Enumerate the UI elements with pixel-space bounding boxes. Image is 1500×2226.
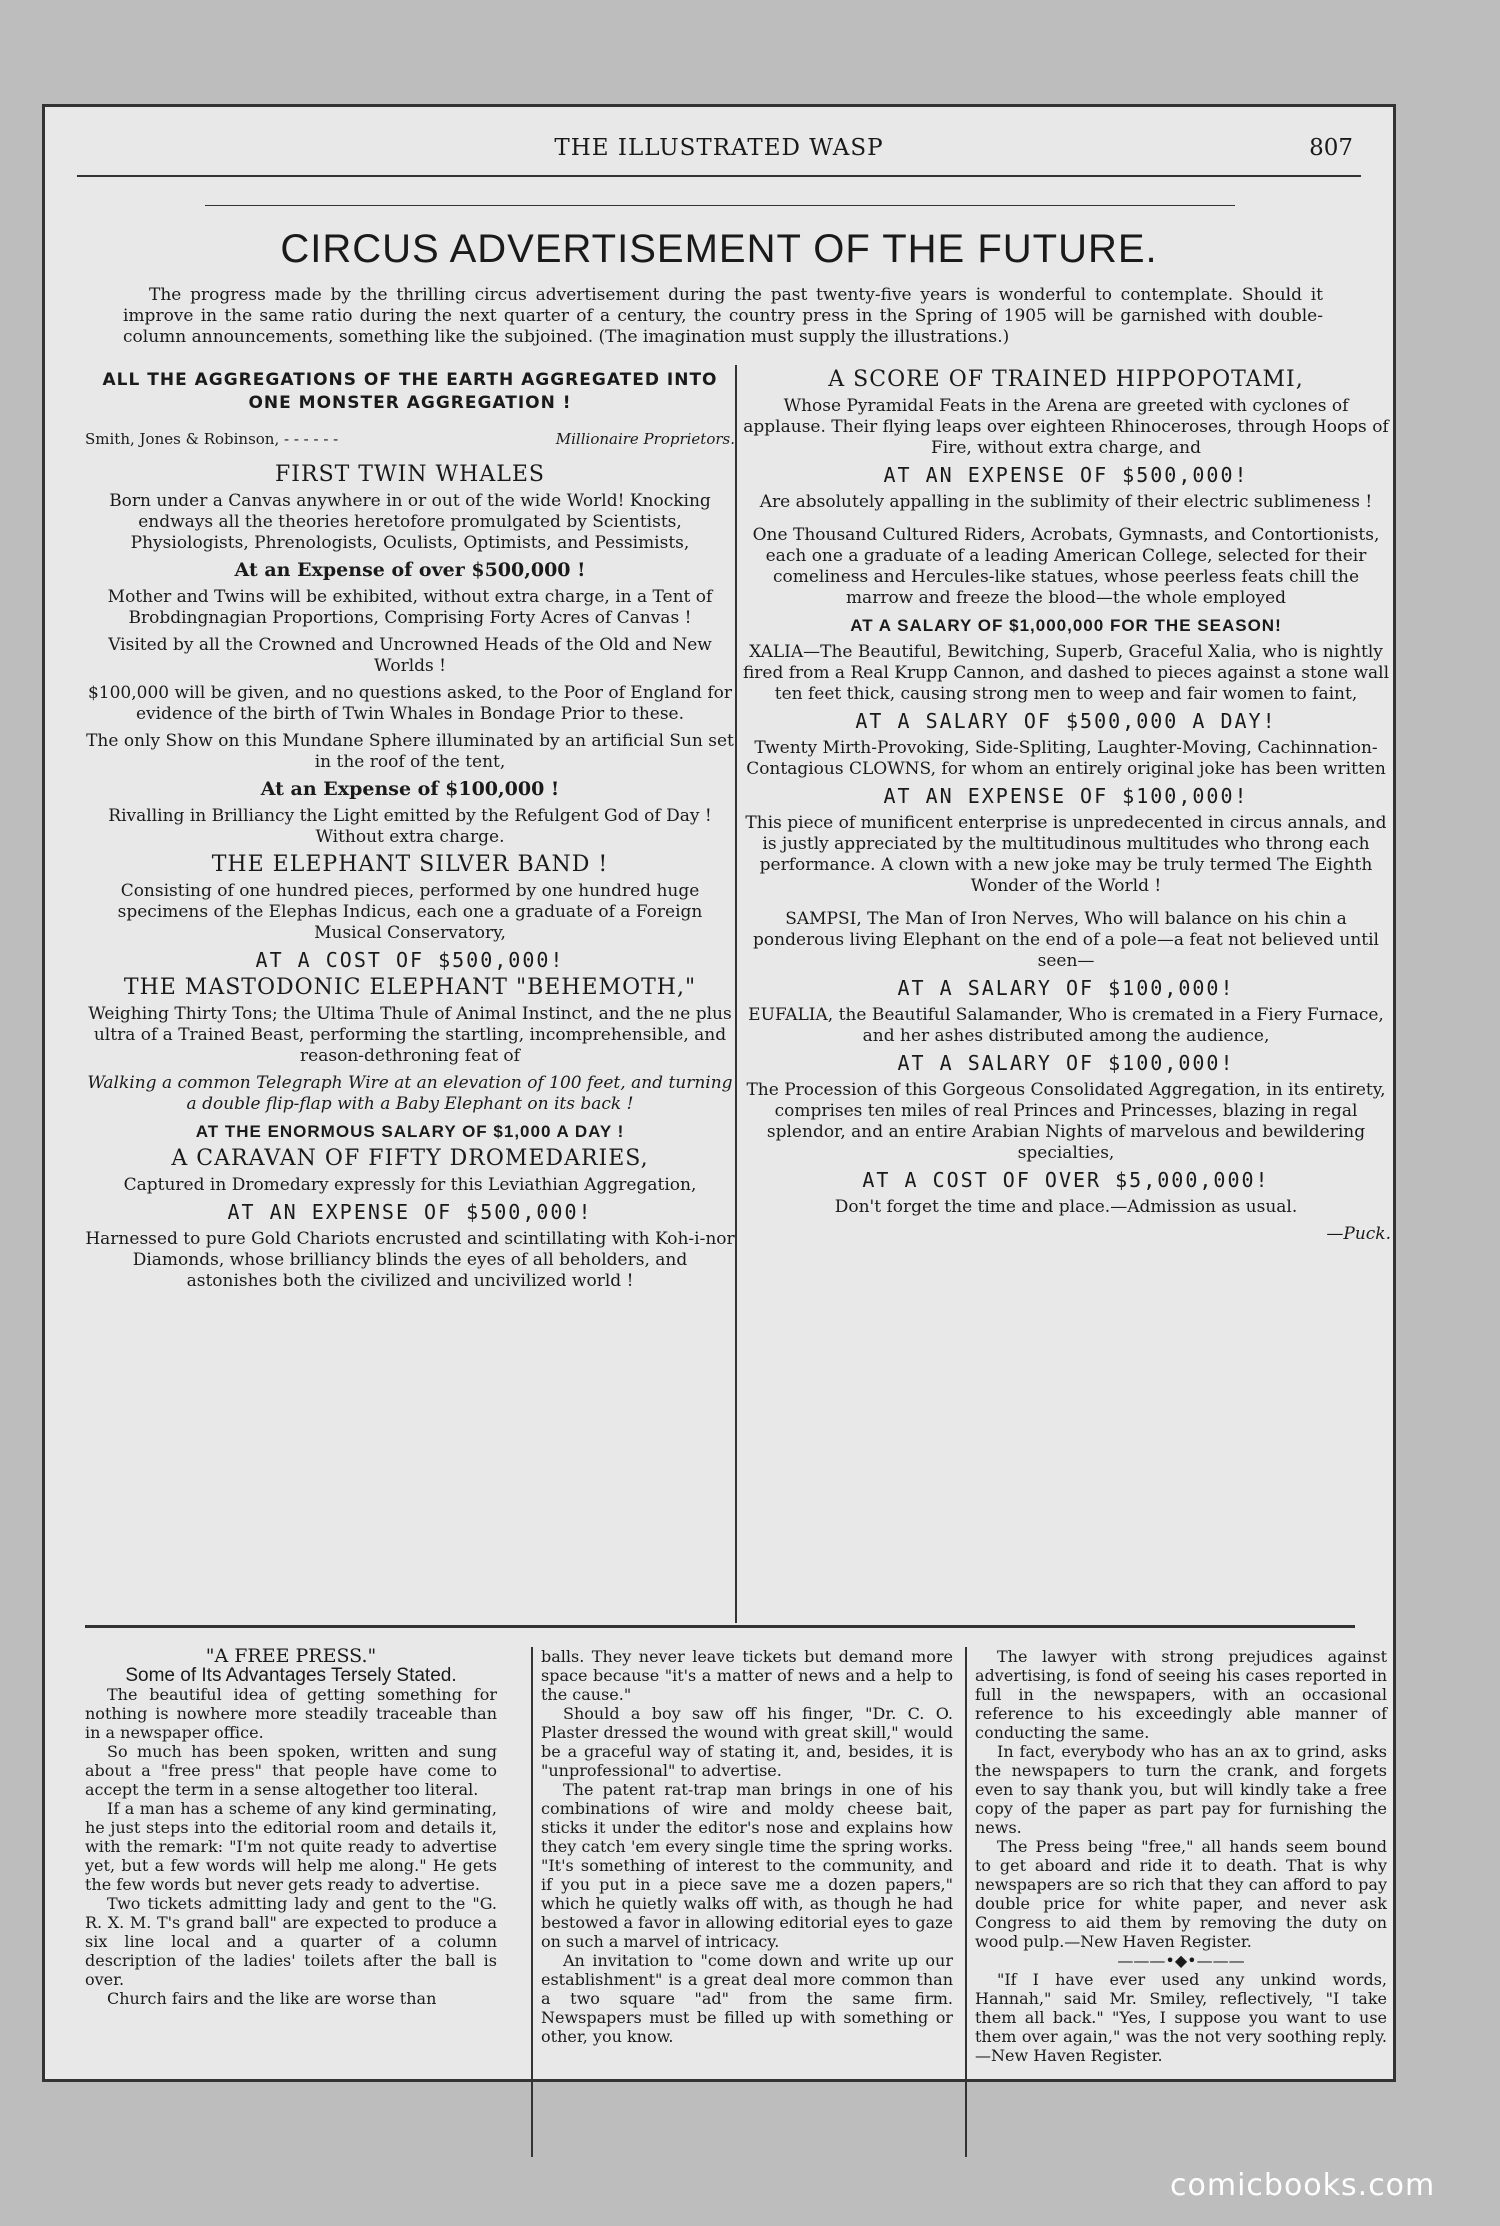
clowns-text: Twenty Mirth-Provoking, Side-Spliting, Laughter-Moving, Cachinnation-Contagious CLOWNS, for whom an entirely original joke has been written	[746, 738, 1386, 779]
behemoth-text: Weighing Thirty Tons; the Ultima Thule of Animal Instinct, and the ne plus ultra of a Trained Beast, performing the startling, incomprehensible, and reason-dethroning feat of	[88, 1004, 732, 1066]
paragraph: The Press being "free," all hands seem bound to get aboard and ride it to death. That is why newspapers are so rich that they can afford to pay double price for white paper, and never ask Congress to aid them by removing the duty on wood pulp.—New Haven Register.	[975, 1837, 1387, 1951]
article-intro: The progress made by the thrilling circus advertisement during the past twenty-five years is wonderful to contemplate. Should it improve in the same ratio during the next quarter of a century, the country press in the Spring of 1905 will be garnished with double-column announcements, something like the subjoined. (The imagination must supply the illustrations.)	[123, 285, 1323, 347]
paragraph: The lawyer with strong prejudices against advertising, is fond of seeing his cases reported in full in the newspapers, with an occasional reference to his exceedingly able manner of conducting the same.	[975, 1647, 1387, 1742]
page-number: 807	[1309, 135, 1353, 161]
running-head	[77, 135, 1361, 171]
advertisement-left-column	[85, 369, 735, 1298]
paragraph: In fact, everybody who has an ax to grind, asks the newspapers to turn the crank, and forgets even to say thank you, but will kindly take a free copy of the paper as part pay for furnishing the news.	[975, 1742, 1387, 1837]
reward-text: $100,000 will be given, and no questions asked, to the Poor of England for evidence of the birth of Twin Whales in Bondage Prior to these.	[87, 683, 733, 724]
caravan-title: A CARAVAN OF FIFTY DROMEDARIES,	[171, 1146, 649, 1171]
proprietors-names: Smith, Jones & Robinson, - - - - - -	[85, 430, 339, 448]
free-press-column-1	[85, 1647, 497, 2008]
enterprise-text: This piece of munificent enterprise is unpredecented in circus annals, and is justly appreciated by the multitudinous multitudes who throng each performance. A clown with a new joke may be truly termed The Eighth Wonder of the World !	[745, 813, 1387, 896]
eufalia-cost: AT A SALARY OF $100,000!	[897, 1051, 1235, 1075]
section-rule	[85, 1625, 1355, 1628]
paragraph: The beautiful idea of getting something for nothing is nowhere more steadily traceable than in a newspaper office.	[85, 1685, 497, 1742]
behemoth-cost: AT THE ENORMOUS SALARY OF $1,000 A DAY !	[195, 1122, 625, 1141]
whales-title: FIRST TWIN WHALES	[275, 462, 545, 487]
sampsi-cost: AT A SALARY OF $100,000!	[897, 976, 1235, 1000]
column-divider	[735, 365, 737, 1623]
column-divider	[531, 1647, 533, 2157]
article-headline: CIRCUS ADVERTISEMENT OF THE FUTURE.	[280, 227, 1158, 271]
column-divider	[965, 1647, 967, 2157]
advertisement-right-column	[741, 369, 1391, 1251]
magazine-title: THE ILLUSTRATED WASP	[554, 135, 884, 161]
sun-cost: At an Expense of $100,000 !	[260, 778, 560, 800]
behemoth-title: THE MASTODONIC ELEPHANT "BEHEMOTH,"	[123, 975, 697, 1000]
paragraph: The patent rat-trap man brings in one of his combinations of wire and moldy cheese bait, sticks it under the editor's nose and explains how they catch 'em every single time the spring works. "It's something of interest to the community, and if you put in a piece save me a dozen papers," which he quietly walks off with, as though he had bestowed a favor in allowing editorial eyes to gaze on such a marvel of intricacy.	[541, 1780, 953, 1951]
caravan-text: Captured in Dromedary expressly for this Leviathian Aggregation,	[123, 1175, 697, 1195]
band-title: THE ELEPHANT SILVER BAND !	[211, 852, 609, 877]
xalia-cost: AT A SALARY OF $500,000 A DAY!	[855, 709, 1277, 733]
band-cost: AT A COST OF $500,000!	[255, 948, 565, 972]
hippo-text: Whose Pyramidal Feats in the Arena are greeted with cyclones of applause. Their flying leaps over eighteen Rhinoceroses, through Hoops of Fire, without extra charge, and	[743, 396, 1389, 458]
riders-text: One Thousand Cultured Riders, Acrobats, Gymnasts, and Contortionists, each one a graduate of a leading American College, selected for their comeliness and Hercules-like statues, whose peerless feats chill the marrow and freeze the blood—the whole employed	[752, 525, 1380, 608]
smiley-anecdote: "If I have ever used any unkind words, Hannah," said Mr. Smiley, reflectively, "I take them all back." "Yes, I suppose you want to use them over again," was the not very soothing reply.—New Haven Register.	[975, 1970, 1387, 2065]
free-press-column-2	[541, 1647, 953, 2046]
tent-text: Mother and Twins will be exhibited, without extra charge, in a Tent of Brobdingnagian Proportions, Comprising Forty Acres of Canvas !	[107, 587, 713, 628]
eufalia-text: EUFALIA, the Beautiful Salamander, Who is cremated in a Fiery Furnace, and her ashes distributed among the audience,	[748, 1005, 1384, 1046]
free-press-subtitle: Some of Its Advantages Tersely Stated.	[125, 1665, 457, 1686]
heads-text: Visited by all the Crowned and Uncrowned Heads of the Old and New Worlds !	[108, 635, 712, 676]
puck-credit: —Puck.	[1326, 1224, 1391, 1244]
ornament-divider: ———•◆•———	[1117, 1951, 1245, 1970]
hippo-title: A SCORE OF TRAINED HIPPOPOTAMI,	[828, 367, 1304, 392]
procession-text: The Procession of this Gorgeous Consolidated Aggregation, in its entirety, comprises ten miles of real Princes and Princesses, blazing in regal splendor, and an entire Arabian Nights of marvelous and bewildering specialties,	[746, 1080, 1386, 1163]
banner-aggregations: ALL THE AGGREGATIONS OF THE EARTH AGGREGATED INTO ONE MONSTER AGGREGATION !	[102, 370, 718, 413]
hippo-cost: AT AN EXPENSE OF $500,000!	[883, 463, 1249, 487]
paragraph: Should a boy saw off his finger, "Dr. C. O. Plaster dressed the wound with great skill," would be a graceful way of stating it, and, besides, it is "unprofessional" to advertise.	[541, 1704, 953, 1780]
procession-cost: AT A COST OF OVER $5,000,000!	[862, 1168, 1270, 1192]
header-rule	[77, 175, 1361, 177]
band-text: Consisting of one hundred pieces, performed by one hundred huge specimens of the Elephas Indicus, each one a graduate of a Foreign Musical Conservatory,	[117, 881, 703, 943]
paragraph: Two tickets admitting lady and gent to the "G. R. X. M. T's grand ball" are expected to produce a six line local and a quarter of a column description of the ladies' toilets after the ball is over.	[85, 1894, 497, 1989]
sampsi-text: SAMPSI, The Man of Iron Nerves, Who will balance on his chin a ponderous living Elephant on the end of a pole—a feat not believed until seen—	[753, 909, 1379, 971]
paragraph: balls. They never leave tickets but demand more space because "it's a matter of news and a help to the cause."	[541, 1647, 953, 1704]
site-watermark: comicbooks.com	[1170, 2168, 1436, 2203]
proprietors-role: Millionaire Proprietors.	[555, 430, 735, 448]
whales-cost: At an Expense of over $500,000 !	[234, 559, 586, 581]
caravan-cost: AT AN EXPENSE OF $500,000!	[227, 1200, 593, 1224]
sun-text: The only Show on this Mundane Sphere illuminated by an artificial Sun set in the roof of the tent,	[86, 731, 734, 772]
paragraph: If a man has a scheme of any kind germinating, he just steps into the editorial room and details it, with the remark: "I'm not quite ready to advertise yet, but a few words will help me along." He gets the few words but never gets ready to advertise.	[85, 1799, 497, 1894]
free-press-title: "A FREE PRESS."	[205, 1645, 377, 1667]
riders-cost: AT A SALARY OF $1,000,000 FOR THE SEASON!	[850, 616, 1282, 635]
whales-text: Born under a Canvas anywhere in or out of the wide World! Knocking endways all the theories heretofore promulgated by Scientists, Physiologists, Phrenologists, Oculists, Optimists, and Pessimists,	[109, 491, 711, 553]
clowns-cost: AT AN EXPENSE OF $100,000!	[883, 784, 1249, 808]
closing-line: Don't forget the time and place.—Admission as usual.	[834, 1197, 1298, 1217]
hippo-after: Are absolutely appalling in the sublimity of their electric sublimeness !	[759, 492, 1373, 512]
free-press-column-3	[975, 1647, 1387, 2065]
rival-text: Rivalling in Brilliancy the Light emitted by the Refulgent God of Day ! Without extra charge.	[108, 806, 712, 847]
chariot-text: Harnessed to pure Gold Chariots encrusted and scintillating with Koh-i-nor Diamonds, whose brilliancy blinds the eyes of all beholders, and astonishes both the civilized and uncivilized world !	[85, 1229, 735, 1291]
header-rule-thin	[205, 205, 1235, 206]
xalia-text: XALIA—The Beautiful, Bewitching, Superb, Graceful Xalia, who is nightly fired from a Real Krupp Cannon, and dashed to pieces against a stone wall ten feet thick, causing strong men to weep and fair women to faint,	[742, 642, 1390, 704]
proprietors-line	[85, 429, 735, 450]
paragraph: So much has been spoken, written and sung about a "free press" that people have come to accept the term in a sense altogether too literal.	[85, 1742, 497, 1799]
magazine-page	[42, 104, 1396, 2082]
paragraph: Church fairs and the like are worse than	[107, 1989, 437, 2008]
paragraph: An invitation to "come down and write up our establishment" is a great deal more common than a two square "ad" from the same firm. Newspapers must be filled up with something or other, you know.	[541, 1951, 953, 2046]
behemoth-feat: Walking a common Telegraph Wire at an elevation of 100 feet, and turning a double flip-flap with a Baby Elephant on its back !	[87, 1073, 733, 1114]
